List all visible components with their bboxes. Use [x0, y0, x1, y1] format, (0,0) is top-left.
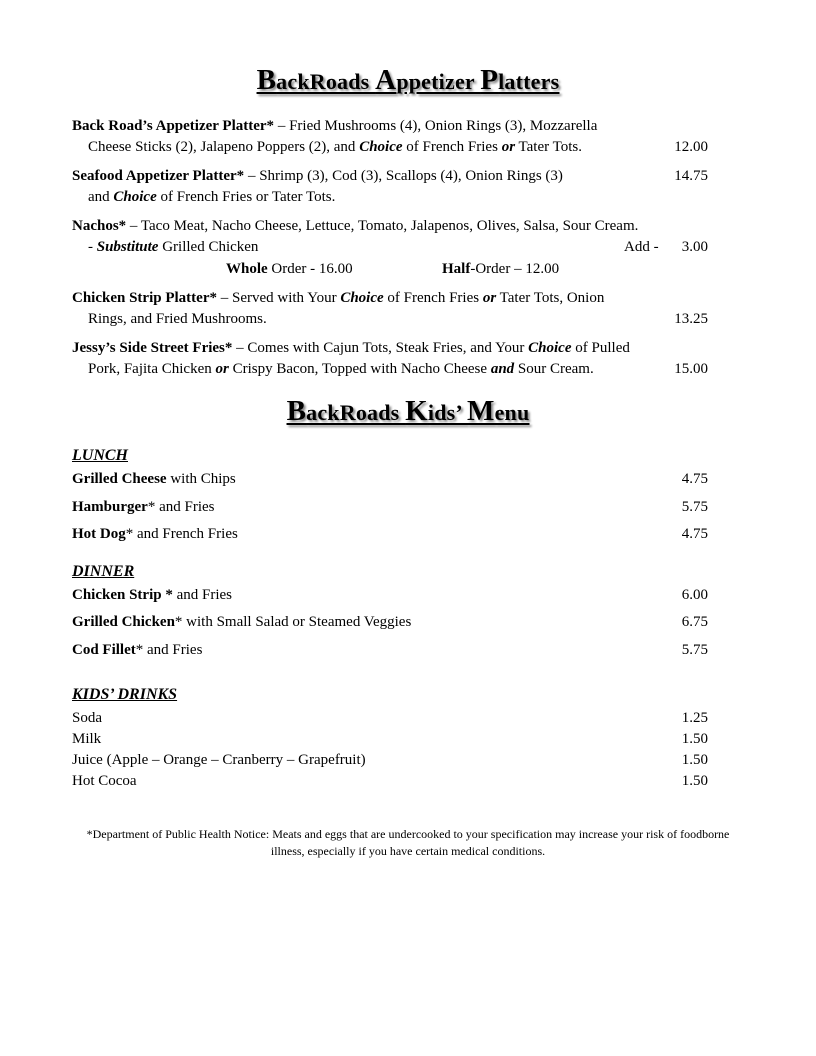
item-price: 5.75 — [681, 499, 708, 515]
section-label-dinner: DINNER — [72, 563, 135, 580]
item-name: Chicken Strip Platter* — [72, 290, 217, 306]
heading-text: ids’ — [427, 400, 467, 425]
heading-text: ppetizer — [396, 69, 481, 94]
item-price: 3.00 — [681, 239, 708, 255]
item-price: 5.75 — [681, 642, 708, 658]
item-description: – Taco Meat, Nacho Cheese, Lettuce, Tomato, Jalapenos, Olives, Salsa, Sour Cream. — [126, 218, 639, 234]
item-price: 4.75 — [681, 471, 708, 487]
heading-cap: K — [405, 395, 428, 427]
appetizer-heading — [0, 64, 816, 97]
item-description: of French Fries — [402, 139, 502, 155]
item-description: Cheese Sticks (2), Jalapeno Poppers (2), and — [88, 139, 360, 155]
item-emphasis: or — [501, 139, 516, 155]
item-description: Grilled Chicken — [158, 239, 259, 255]
item-name: Cod Fillet — [72, 642, 136, 658]
item-name: Chicken Strip * — [72, 587, 173, 603]
item-name: Milk — [72, 731, 102, 747]
item-price-option: -Order – 12.00 — [470, 261, 560, 277]
item-description: – Fried Mushrooms (4), Onion Rings (3), Mozzarella — [274, 118, 598, 134]
item-price: 6.75 — [681, 614, 708, 630]
item-description: * and Fries — [135, 642, 203, 658]
item-emphasis: Substitute — [96, 239, 159, 255]
item-description: and Fries — [172, 587, 233, 603]
item-price-option: Order - 16.00 — [267, 261, 353, 277]
item-price: 1.50 — [681, 752, 708, 768]
item-emphasis: Whole — [226, 261, 268, 277]
item-name: Hot Cocoa — [72, 773, 137, 789]
item-emphasis: Choice — [359, 139, 403, 155]
item-price: 1.25 — [681, 710, 708, 726]
heading-cap: B — [286, 395, 307, 427]
item-emphasis: Choice — [528, 340, 572, 356]
notice-line: *Department of Public Health Notice: Meats and eggs that are undercooked to your specification may increase your risk of foodborne — [86, 827, 730, 841]
item-description: Sour Cream. — [514, 361, 594, 377]
heading-cap: B — [256, 64, 277, 96]
item-description: Pork, Fajita Chicken — [88, 361, 216, 377]
item-name: Soda — [72, 710, 102, 726]
item-price: 15.00 — [674, 361, 708, 377]
item-name: Nachos* — [72, 218, 127, 234]
item-description: * and French Fries — [125, 526, 238, 542]
item-emphasis: Half — [442, 261, 471, 277]
heading-text: ackRoads — [306, 400, 406, 425]
item-description: and — [88, 189, 114, 205]
item-name: Juice (Apple – Orange – Cranberry – Grapefruit) — [72, 752, 366, 768]
item-description: – Served with Your — [216, 290, 341, 306]
item-description: - — [88, 239, 97, 255]
item-name: Back Road’s Appetizer Platter* — [72, 118, 275, 134]
heading-cap: P — [480, 64, 499, 96]
section-label-drinks: KIDS’ DRINKS — [72, 686, 178, 703]
item-description: of French Fries — [383, 290, 483, 306]
item-emphasis: Choice — [113, 189, 157, 205]
section-label-lunch: LUNCH — [72, 447, 128, 464]
item-price: 14.75 — [674, 168, 708, 184]
item-emphasis: and — [490, 361, 515, 377]
item-description: – Comes with Cajun Tots, Steak Fries, and Your — [232, 340, 529, 356]
item-description: * and Fries — [147, 499, 215, 515]
item-price: 12.00 — [674, 139, 708, 155]
add-label: Add - — [624, 239, 659, 255]
heading-text: enu — [494, 400, 530, 425]
heading-text: latters — [498, 69, 560, 94]
kids-menu-heading — [0, 395, 816, 428]
item-emphasis: or — [482, 290, 497, 306]
heading-cap: M — [467, 395, 495, 427]
item-description: Rings, and Fried Mushrooms. — [88, 311, 267, 327]
item-price: 1.50 — [681, 731, 708, 747]
item-name: Jessy’s Side Street Fries* — [72, 340, 233, 356]
heading-text: ackRoads — [276, 69, 376, 94]
item-name: Hot Dog — [72, 526, 126, 542]
heading-cap: A — [375, 64, 397, 96]
item-price: 6.00 — [681, 587, 708, 603]
item-description: * with Small Salad or Steamed Veggies — [174, 614, 412, 630]
item-name: Grilled Cheese — [72, 471, 167, 487]
item-emphasis: or — [215, 361, 229, 377]
item-price: 4.75 — [681, 526, 708, 542]
item-price: 1.50 — [681, 773, 708, 789]
item-name: Grilled Chicken — [72, 614, 175, 630]
item-price: 13.25 — [674, 311, 708, 327]
item-description: – Shrimp (3), Cod (3), Scallops (4), Onion Rings (3) — [244, 168, 563, 184]
item-description: of Pulled — [571, 340, 630, 356]
notice-line: illness, especially if you have certain medical conditions. — [270, 844, 546, 858]
item-description: with Chips — [166, 471, 236, 487]
item-description: of French Fries or Tater Tots. — [156, 189, 336, 205]
item-name: Hamburger — [72, 499, 148, 515]
item-name: Seafood Appetizer Platter* — [72, 168, 245, 184]
health-notice — [60, 826, 756, 860]
item-emphasis: Choice — [340, 290, 384, 306]
item-description: Crispy Bacon, Topped with Nacho Cheese — [228, 361, 491, 377]
item-description: Tater Tots. — [515, 139, 582, 155]
item-description: Tater Tots, Onion — [496, 290, 605, 306]
